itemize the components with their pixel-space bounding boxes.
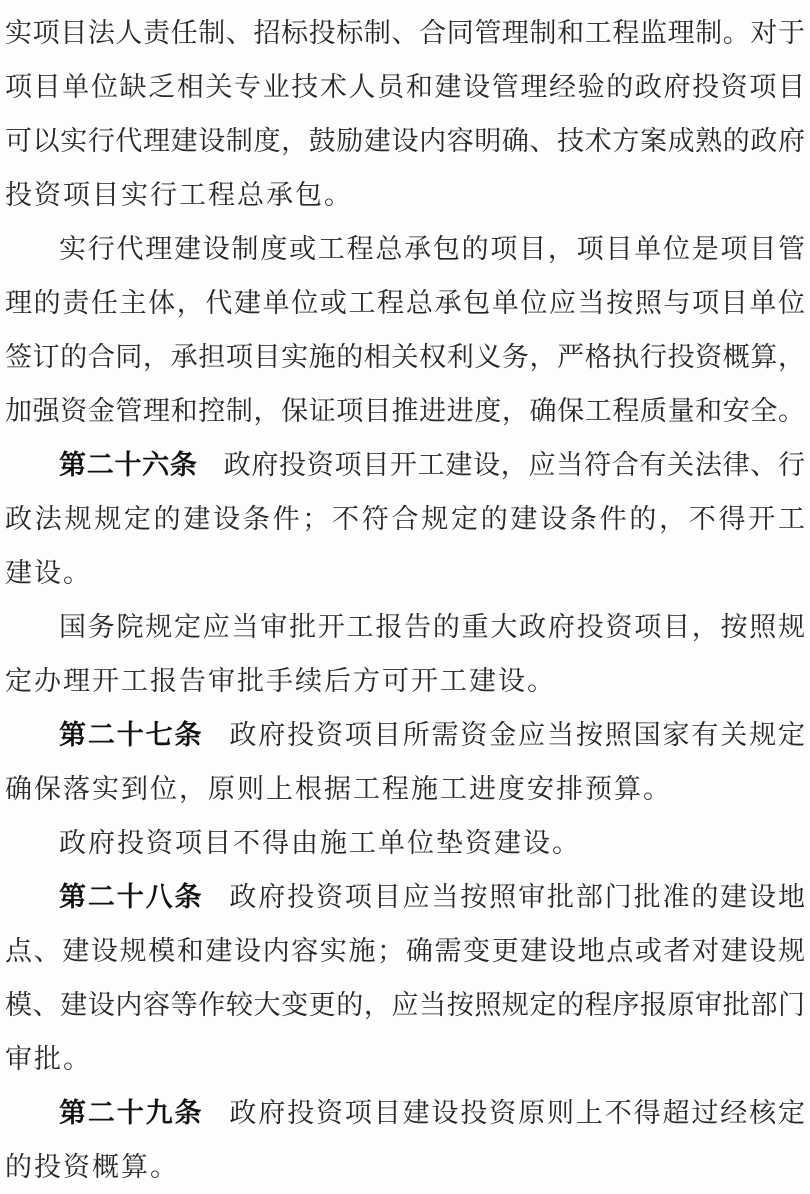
line-text: 政府投资项目建设投资原则上不得超过经核定 [229, 1098, 805, 1128]
line-text: 加强资金管理和控制，保证项目推进进度，确保工程质量和安全。 [5, 396, 805, 426]
line-text: 确保落实到位，原则上根据工程施工进度安排预算。 [5, 774, 672, 804]
text-line-3 [5, 114, 805, 168]
line-text: 实项目法人责任制、招标投标制、合同管理制和工程监理制。对于 [5, 18, 805, 48]
article-number: 第二十九条 [59, 1098, 204, 1128]
line-text: 项目单位缺乏相关专业技术人员和建设管理经验的政府投资项目 [5, 72, 805, 102]
text-line-22 [5, 1140, 805, 1194]
text-line-18 [5, 924, 805, 978]
text-line-21 [5, 1086, 805, 1140]
article-number: 第二十七条 [59, 720, 204, 750]
text-line-2 [5, 60, 805, 114]
line-text: 投资项目实行工程总承包。 [5, 180, 353, 210]
line-text: 的投资概算。 [5, 1152, 179, 1182]
text-line-10 [5, 492, 805, 546]
line-text: 国务院规定应当审批开工报告的重大政府投资项目，按照规 [59, 612, 805, 642]
line-text: 理的责任主体，代建单位或工程总承包单位应当按照与项目单位 [5, 288, 805, 318]
text-line-1 [5, 6, 805, 60]
line-text: 建设。 [5, 558, 92, 588]
line-text: 审批。 [5, 1044, 92, 1074]
text-line-7 [5, 330, 805, 384]
line-text: 签订的合同，承担项目实施的相关权利义务，严格执行投资概算， [5, 342, 805, 372]
line-text: 定办理开工报告审批手续后方可开工建设。 [5, 666, 556, 696]
text-line-20 [5, 1032, 805, 1086]
text-line-16 [5, 816, 805, 870]
line-text: 政法规规定的建设条件；不符合规定的建设条件的，不得开工 [5, 504, 805, 534]
text-line-14 [5, 708, 805, 762]
text-line-11 [5, 546, 805, 600]
line-text: 政府投资项目不得由施工单位垫资建设。 [59, 828, 581, 858]
line-text: 模、建设内容等作较大变更的，应当按照规定的程序报原审批部门 [5, 990, 805, 1020]
text-line-13 [5, 654, 805, 708]
text-line-15 [5, 762, 805, 816]
line-text: 政府投资项目所需资金应当按照国家有关规定 [229, 720, 805, 750]
text-line-8 [5, 384, 805, 438]
line-text: 政府投资项目开工建设，应当符合有关法律、行 [223, 450, 805, 480]
article-number: 第二十八条 [59, 882, 204, 912]
line-text: 可以实行代理建设制度，鼓励建设内容明确、技术方案成熟的政府 [5, 126, 805, 156]
text-line-4 [5, 168, 805, 222]
article-number: 第二十六条 [59, 450, 198, 480]
text-line-5 [5, 222, 805, 276]
line-text: 点、建设规模和建设内容实施；确需变更建设地点或者对建设规 [5, 936, 805, 966]
text-line-6 [5, 276, 805, 330]
text-line-12 [5, 600, 805, 654]
text-line-17 [5, 870, 805, 924]
text-line-9 [5, 438, 805, 492]
text-line-19 [5, 978, 805, 1032]
line-text: 实行代理建设制度或工程总承包的项目，项目单位是项目管 [59, 234, 805, 264]
line-text: 政府投资项目应当按照审批部门批准的建设地 [229, 882, 805, 912]
